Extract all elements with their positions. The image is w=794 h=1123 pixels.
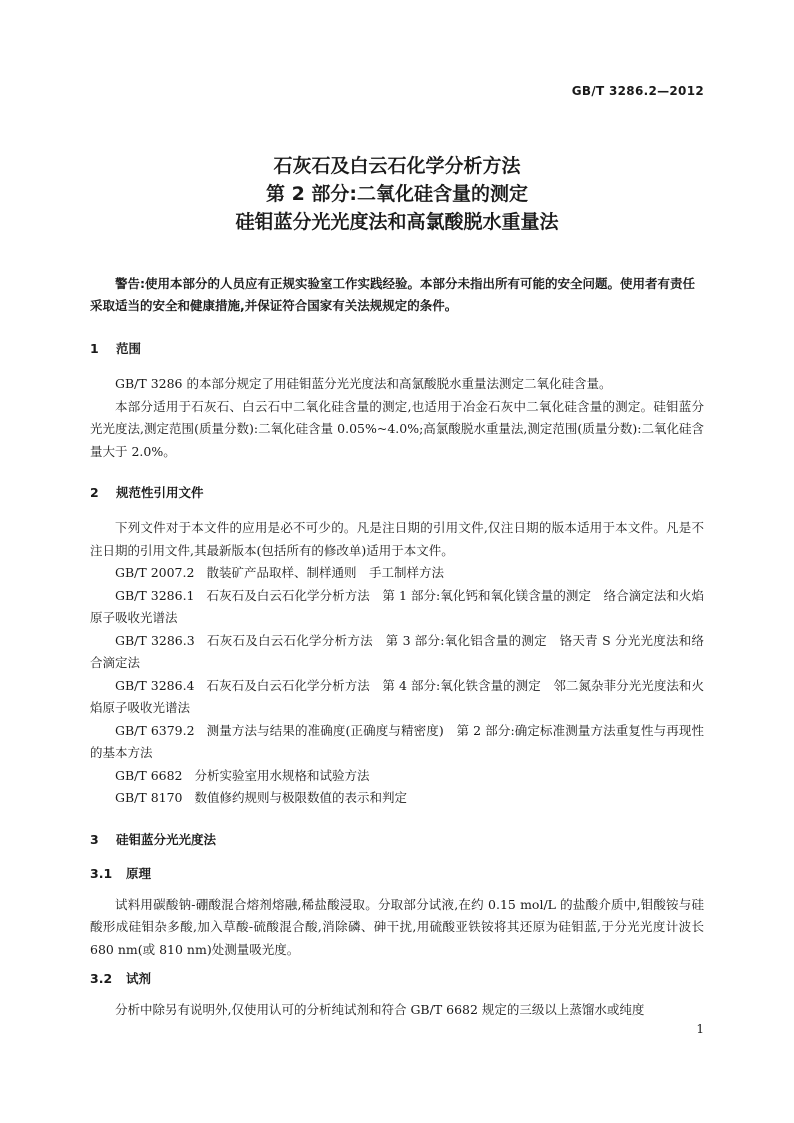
reference-title: 测量方法与结果的准确度(正确度与精密度) 第 2 部分:确定标准测量方法重复性与再现性的基本方法 [90, 722, 704, 760]
section-2-heading [90, 483, 704, 503]
reference-code: GB/T 8170 [115, 790, 183, 805]
section-3-heading [90, 830, 704, 850]
title-line-2: 第 2 部分:二氧化硅含量的测定 [265, 183, 529, 205]
reference-item [90, 562, 704, 585]
standard-code: GB/T 3286.2—2012 [571, 84, 704, 98]
paragraph: 试料用碳酸钠-硼酸混合熔剂熔融,稀盐酸浸取。分取部分试液,在约 0.15 mol/L 的盐酸介质中,钼酸铵与硅酸形成硅钼杂多酸,加入草酸-硫酸混合酸,消除磷、砷干扰,用硫酸亚铁铵将其还原为硅钼蓝,于分光光度计波长 680 nm(或 810 nm)处测量吸光度。 [90, 896, 704, 957]
paragraph: GB/T 3286 的本部分规定了用硅钼蓝分光光度法和高氯酸脱水重量法测定二氧化硅含量。 [115, 376, 612, 391]
section-1-heading [90, 339, 704, 359]
subsection-3-2-heading [90, 969, 704, 989]
reference-title: 散装矿产品取样、制样通则 手工制样方法 [206, 565, 444, 580]
reference-code: GB/T 2007.2 [115, 565, 195, 580]
reference-item [90, 787, 704, 810]
section-title: 范围 [116, 341, 142, 356]
reference-code: GB/T 3286.3 [115, 632, 195, 648]
reference-code: GB/T 6379.2 [115, 722, 195, 738]
reference-title: 石灰石及白云石化学分析方法 第 4 部分:氧化铁含量的测定 邻二氮杂菲分光光度法和火焰原子吸收光谱法 [90, 677, 704, 715]
subsection-3-1-heading [90, 864, 704, 884]
reference-title: 石灰石及白云石化学分析方法 第 3 部分:氧化铝含量的测定 铬天青 S 分光光度法和络合滴定法 [90, 632, 705, 670]
reference-item [90, 765, 704, 788]
warning-notice: 警告:使用本部分的人员应有正规实验室工作实践经验。本部分未指出所有可能的安全问题。使用者有责任采取适当的安全和健康措施,并保证符合国家有关法规规定的条件。 [90, 276, 696, 313]
reference-title: 数值修约规则与极限数值的表示和判定 [194, 790, 408, 805]
subsection-title: 试剂 [126, 971, 152, 986]
paragraph: 下列文件对于本文件的应用是必不可少的。凡是注日期的引用文件,仅注日期的版本适用于本文件。凡是不注日期的引用文件,其最新版本(包括所有的修改单)适用于本文件。 [90, 520, 704, 558]
subsection-title: 原理 [126, 865, 152, 881]
section-title: 规范性引用文件 [116, 485, 204, 500]
page-number: 1 [696, 1022, 704, 1036]
section-number: 1 [90, 341, 99, 356]
subsection-number: 3.1 [90, 865, 113, 881]
reference-title: 分析实验室用水规格和试验方法 [194, 767, 370, 783]
reference-item [90, 630, 704, 675]
reference-code: GB/T 6682 [115, 767, 183, 783]
reference-code: GB/T 3286.4 [115, 677, 195, 693]
paragraph: 本部分适用于石灰石、白云石中二氧化硅含量的测定,也适用于冶金石灰中二氧化硅含量的测定。硅钼蓝分光光度法,测定范围(质量分数):二氧化硅含量 0.05%~4.0%;高氯酸脱水重量法,测定范围(质量分数):二氧化硅含量大于 2.0%。 [90, 398, 704, 459]
section-number: 3 [90, 831, 99, 847]
reference-title: 石灰石及白云石化学分析方法 第 1 部分:氧化钙和氧化镁含量的测定 络合滴定法和火焰原子吸收光谱法 [90, 587, 704, 625]
section-number: 2 [90, 485, 99, 500]
reference-code: GB/T 3286.1 [115, 587, 195, 603]
subsection-number: 3.2 [90, 971, 113, 986]
reference-item [90, 720, 704, 765]
reference-item [90, 675, 704, 720]
document-title [90, 152, 704, 236]
section-title: 硅钼蓝分光光度法 [116, 831, 217, 847]
title-line-1: 石灰石及白云石化学分析方法 [273, 155, 521, 177]
reference-item [90, 585, 704, 630]
title-line-3: 硅钼蓝分光光度法和高氯酸脱水重量法 [235, 211, 559, 233]
document-body [90, 273, 704, 1022]
paragraph: 分析中除另有说明外,仅使用认可的分析纯试剂和符合 GB/T 6682 规定的三级以上蒸馏水或纯度 [115, 1002, 645, 1017]
